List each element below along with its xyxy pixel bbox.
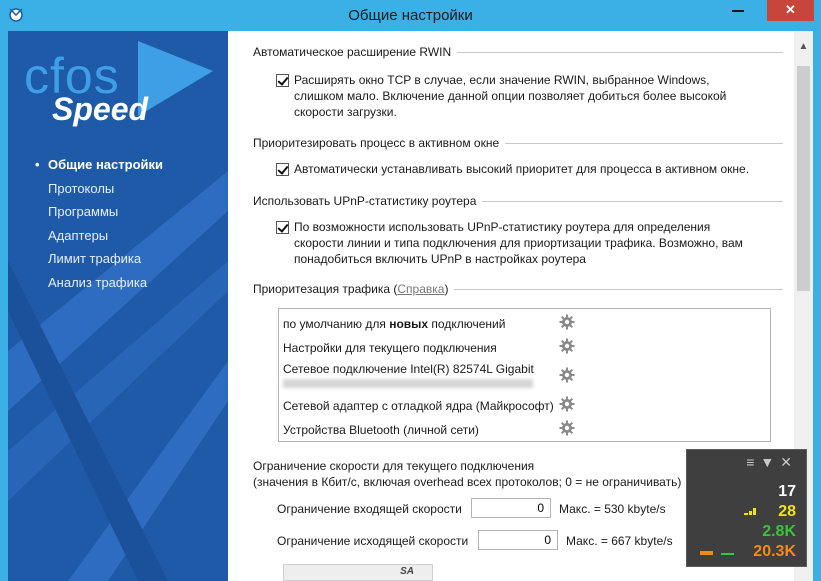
speed-status-widget[interactable] [686,449,807,567]
sidebar-item-traffic-limit[interactable] [8,247,228,271]
gear-icon[interactable] [559,314,575,330]
window-border-right [813,31,821,581]
outgoing-limit-label: Ограничение исходящей скорости [277,534,469,548]
widget-value-ping: 17 [778,483,796,500]
section-title: Автоматическое расширение RWIN [253,45,452,59]
sidebar-item-label: Протоколы [48,180,115,196]
active-window-checkbox[interactable] [276,163,289,176]
gear-icon[interactable] [559,338,575,354]
section-divider [457,52,783,53]
sidebar-item-programs[interactable] [8,200,228,224]
widget-menu-icons[interactable]: ≡▼✕ [746,454,798,470]
rwin-checkbox[interactable] [276,74,289,87]
help-link[interactable]: Справка [397,282,445,296]
incoming-limit-label: Ограничение входящей скорости [277,502,462,516]
partial-control-text: SA [400,566,414,577]
sidebar-item-adapters[interactable] [8,224,228,248]
close-icon: ✕ [785,2,796,17]
widget-value-upload: 2.8K [762,523,796,540]
section-title-suffix: ) [444,282,449,296]
gear-icon[interactable] [559,367,575,383]
sidebar-item-label: Адаптеры [48,227,109,243]
prio-row-text: Сетевой адаптер с отладкой ядра (Майкрософт) [283,399,554,413]
prio-row-text: Устройства Bluetooth (личной сети) [283,423,479,437]
sidebar-item-label: Лимит трафика [48,251,142,266]
logo-speed-text: Speed [52,91,149,127]
section-rwin-header [253,45,783,59]
window-border-left [0,31,8,581]
outgoing-limit-max: Макс. = 667 kbyte/s [566,534,673,548]
widget-value-ping-ack: 28 [778,503,796,520]
prio-row-bold-text: новых [389,317,429,331]
sidebar-item-label: Программы [48,204,119,219]
signal-bars-icon [744,506,758,516]
scroll-up-arrow-icon[interactable]: ▲ [798,41,809,52]
section-title: Ограничение скорости для текущего подключения [253,459,535,473]
sidebar-nav [8,153,228,294]
incoming-limit-max: Макс. = 530 kbyte/s [559,502,666,516]
sidebar-item-label: Общие настройки [48,157,163,172]
active-window-checkbox-label: Автоматически устанавливать высокий приоритет для процесса в активном окне. [294,162,750,176]
sidebar-item-label: Анализ трафика [48,274,148,290]
list-item[interactable] [283,423,479,437]
prio-row-text: Настройки для текущего подключения [283,341,497,355]
sidebar-item-protocols[interactable] [8,177,228,201]
widget-download-bar [700,551,713,555]
section-title-prefix: Приоритезация трафика ( [253,282,398,296]
close-button[interactable] [767,0,814,21]
section-divider [482,201,783,202]
section-title: Приоритезировать процесс в активном окне [253,136,500,150]
traffic-prio-list [278,308,771,442]
active-bullet-icon: • [35,157,40,172]
section-traffic-prio-header [253,282,783,296]
sidebar-item-general-settings[interactable] [8,153,228,177]
section-title: Использовать UPnP-статистику роутера [253,194,477,208]
section-speed-limit-header [253,459,693,473]
sidebar [8,31,228,581]
outgoing-limit-input[interactable] [478,530,558,550]
partial-control[interactable] [283,564,433,581]
sidebar-item-traffic-analysis[interactable] [8,271,228,295]
minimize-button[interactable] [732,10,744,12]
speed-limit-subtitle: (значения в Кбит/с, включая overhead всех протоколов; 0 = не ограничивать) [253,475,682,489]
list-item[interactable] [283,317,505,331]
list-item[interactable] [283,362,534,376]
redacted-text [283,379,533,388]
window-title: Общие настройки [348,7,473,24]
gear-icon[interactable] [559,420,575,436]
list-item[interactable] [283,399,554,413]
section-divider [454,289,783,290]
section-divider [505,143,783,144]
list-item[interactable] [283,341,497,355]
widget-value-download: 20.3K [753,543,796,560]
upnp-checkbox-label: По возможности использовать UPnP-статистику роутера для определения скорости линии и типа подключения для приортизации трафика. Возможно, вам понадобиться включить UPnP в настройках роутера [294,220,743,266]
section-upnp-header [253,194,783,208]
title-bar [0,0,821,31]
widget-upload-bar [721,553,734,555]
prio-row-text: Сетевое подключение Intel(R) 82574L Gigabit [283,362,534,376]
logo-cfos-text: cfos [24,48,120,104]
prio-row-text: по умолчанию для [283,317,390,331]
rwin-checkbox-label: Расширять окно TCP в случае, если значение RWIN, выбранное Windows, слишком мало. Включение данной опции позволяет добиться более высокой скорости загрузки. [294,73,727,119]
upnp-checkbox[interactable] [276,221,289,234]
section-active-window-header [253,136,783,150]
scroll-thumb[interactable] [797,66,810,291]
gear-icon[interactable] [559,396,575,412]
incoming-limit-input[interactable] [471,498,551,518]
prio-row-text: подключений [428,317,506,331]
